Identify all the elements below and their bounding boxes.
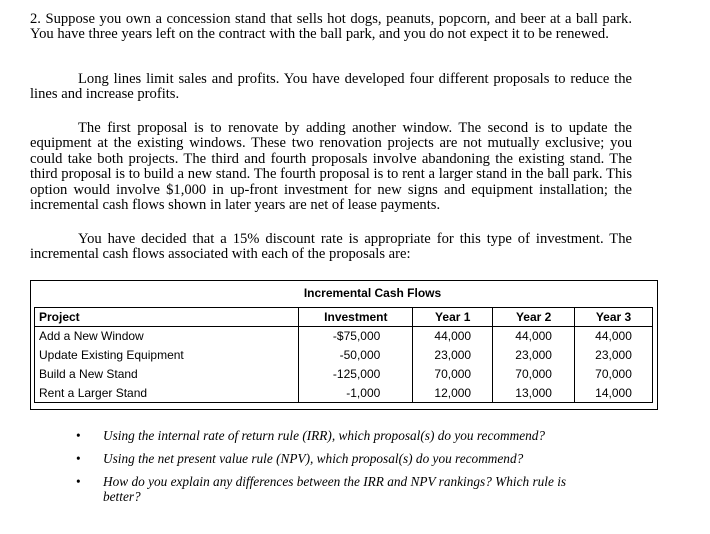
cell-investment: -$75,000 — [299, 327, 413, 346]
problem-intro-paragraph: 2. Suppose you own a concession stand that sells hot dogs, peanuts, popcorn, and beer at a ball park. You have three years left on the contract with the ball park, and you do not expect it to be renewed. — [30, 11, 632, 43]
cell-year3: 70,000 — [575, 365, 653, 384]
long-lines-paragraph: Long lines limit sales and profits. You have developed four different proposals to reduce the lines and increase profits. — [30, 71, 632, 103]
cell-project: Rent a Larger Stand — [35, 384, 299, 403]
cell-year3: 44,000 — [575, 327, 653, 346]
question-list — [76, 428, 596, 512]
table-row — [35, 346, 653, 365]
header-year3: Year 3 — [575, 308, 653, 327]
header-year1: Year 1 — [413, 308, 493, 327]
cell-year1: 12,000 — [413, 384, 493, 403]
cell-year3: 23,000 — [575, 346, 653, 365]
header-investment: Investment — [299, 308, 413, 327]
cell-year2: 13,000 — [493, 384, 575, 403]
cell-investment: -1,000 — [299, 384, 413, 403]
bullet-marker: • — [76, 451, 81, 466]
cell-year3: 14,000 — [575, 384, 653, 403]
list-item — [76, 451, 596, 466]
table-row — [35, 365, 653, 384]
cell-year2: 23,000 — [493, 346, 575, 365]
bullet-marker: • — [76, 474, 81, 489]
header-project: Project — [35, 308, 299, 327]
proposals-paragraph: The first proposal is to renovate by adding another window. The second is to update the equipment at the existing windows. These two renovation projects are not mutually exclusive; you could take both projects. The third and fourth proposals involve abandoning the existing stand. The third proposal is to build a new stand. The fourth proposal is to rent a larger stand in the ball park. This option would involve $1,000 in up-front investment for new signs and equipment installation; the incremental cash flows shown in later years are net of lease payments. — [30, 120, 632, 214]
table-row — [35, 384, 653, 403]
table-row — [35, 327, 653, 346]
bullet-marker: • — [76, 428, 81, 443]
cash-flow-table-frame — [30, 280, 658, 410]
question-npv: Using the net present value rule (NPV), which proposal(s) do you recommend? — [103, 451, 524, 466]
header-year2: Year 2 — [493, 308, 575, 327]
list-item — [76, 474, 596, 504]
cell-investment: -125,000 — [299, 365, 413, 384]
cell-year1: 23,000 — [413, 346, 493, 365]
cell-year1: 70,000 — [413, 365, 493, 384]
question-differences: How do you explain any differences between the IRR and NPV rankings? Which rule is better? — [103, 474, 567, 504]
list-item — [76, 428, 596, 443]
discount-rate-paragraph: You have decided that a 15% discount rate is appropriate for this type of investment. The incremental cash flows associated with each of the proposals are: — [30, 231, 632, 263]
cell-project: Build a New Stand — [35, 365, 299, 384]
cell-investment: -50,000 — [299, 346, 413, 365]
question-irr: Using the internal rate of return rule (IRR), which proposal(s) do you recommend? — [103, 428, 546, 443]
cash-flow-table — [34, 307, 653, 403]
table-header-row — [35, 308, 653, 327]
cell-year2: 44,000 — [493, 327, 575, 346]
cell-project: Update Existing Equipment — [35, 346, 299, 365]
cell-project: Add a New Window — [35, 327, 299, 346]
table-title: Incremental Cash Flows — [303, 286, 442, 300]
cell-year1: 44,000 — [413, 327, 493, 346]
cell-year2: 70,000 — [493, 365, 575, 384]
